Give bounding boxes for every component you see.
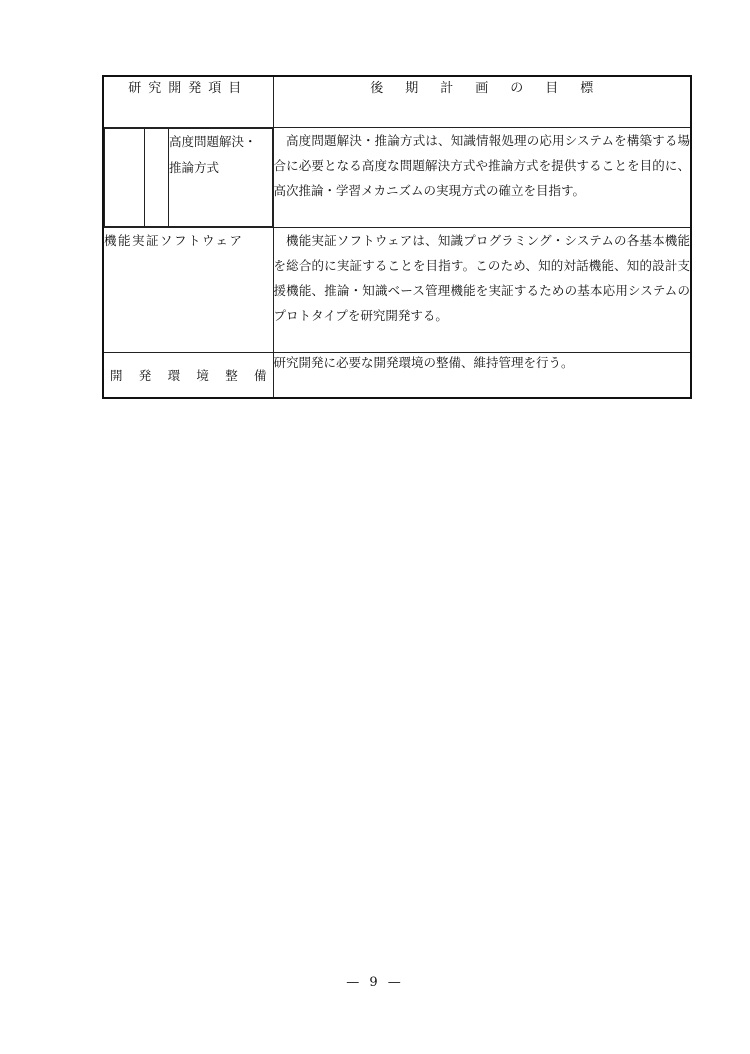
row-item-cell xyxy=(103,128,273,228)
page-number: — 9 — xyxy=(346,975,404,990)
research-plan-table xyxy=(102,75,692,399)
item-char: 発 xyxy=(138,368,152,383)
table-row xyxy=(103,353,691,399)
row-goal-cell: 研究開発に必要な開発環境の整備、維持管理を行う。 xyxy=(273,353,691,399)
row-goal-cell xyxy=(273,128,691,228)
item-char: 境 xyxy=(196,368,209,383)
header-goal-cell xyxy=(273,76,691,128)
row-goal-cell xyxy=(273,228,691,353)
goal-text: 機能実証ソフトウェアは、知識プログラミング・システムの各基本機能を総合的に実証することを目指す。このため、知的対話機能、知的設計支援機能、推論・知識ベース管理機能を実証するための基本応用システムのプロトタイプを研究開発する。 xyxy=(273,233,690,323)
item-char: 備 xyxy=(253,368,267,383)
nested-item-structure xyxy=(104,128,273,227)
item-char: 開 xyxy=(110,368,123,383)
item-char: 整 xyxy=(225,368,238,383)
sub-item-line-2: 推論方式 xyxy=(169,160,220,175)
table-row xyxy=(103,128,691,228)
table-row xyxy=(103,228,691,353)
row-item-cell xyxy=(103,353,273,399)
spaced-item-label xyxy=(104,353,273,397)
sub-item-line-1: 高度問題解決・ xyxy=(169,134,257,149)
indent-column-2 xyxy=(145,129,169,227)
header-item-cell: 研究開発項目 xyxy=(103,76,273,128)
row-item-cell: 機能実証ソフトウェア xyxy=(103,228,273,353)
sub-item-label xyxy=(169,129,273,227)
table-header-row xyxy=(103,76,691,128)
indent-column-1 xyxy=(105,129,145,227)
item-char: 環 xyxy=(167,368,181,383)
header-goal-text: 後期計画の目標 xyxy=(370,81,616,96)
goal-text: 高度問題解決・推論方式は、知識情報処理の応用システムを構築する場合に必要となる高度な問題解決方式や推論方式を提供することを目的に、高次推論・学習メカニズムの実現方式の確立を目指す。 xyxy=(273,133,690,198)
